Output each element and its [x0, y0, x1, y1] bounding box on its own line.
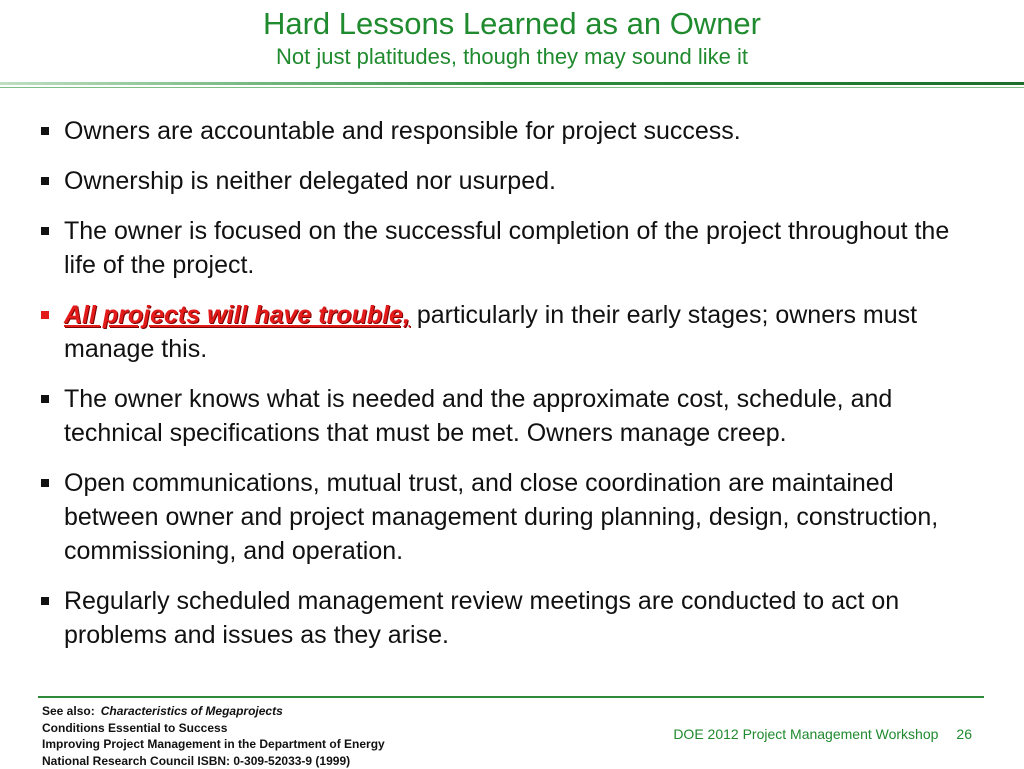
square-bullet-icon	[41, 597, 49, 605]
square-bullet-icon	[41, 177, 49, 185]
footer	[673, 726, 972, 742]
bullet-text: particularly in their early stages; owners must manage this.	[64, 301, 917, 363]
bullet-list	[38, 114, 988, 668]
bullet-text: The owner knows what is needed and the approximate cost, schedule, and technical specifications that must be met. Owners manage creep.	[64, 385, 892, 447]
see-also-label: See also:	[42, 704, 95, 718]
references-block	[42, 703, 385, 769]
list-item	[38, 214, 988, 282]
reference-title: Characteristics of Megaprojects	[101, 704, 283, 718]
list-item	[38, 164, 988, 198]
title-divider	[0, 80, 1024, 92]
square-bullet-icon	[41, 311, 49, 319]
square-bullet-icon	[41, 127, 49, 135]
bullet-text: Open communications, mutual trust, and close coordination are maintained between owner and project management during planning, design, construction, commissioning, and operation.	[64, 469, 938, 565]
footer-event: DOE 2012 Project Management Workshop	[673, 726, 938, 742]
slide-subtitle: Not just platitudes, though they may sound like it	[0, 44, 1024, 70]
list-item	[38, 298, 988, 366]
emphasized-warning: All projects will have trouble,	[64, 301, 410, 329]
list-item	[38, 584, 988, 652]
bullet-text: Ownership is neither delegated nor usurped.	[64, 167, 556, 195]
reference-line: Improving Project Management in the Department of Energy	[42, 736, 385, 753]
list-item	[38, 466, 988, 568]
reference-line: National Research Council ISBN: 0-309-52033-9 (1999)	[42, 753, 385, 769]
list-item	[38, 382, 988, 450]
square-bullet-icon	[41, 479, 49, 487]
bullet-text: The owner is focused on the successful completion of the project throughout the life of the project.	[64, 217, 949, 279]
reference-line: Conditions Essential to Success	[42, 720, 385, 737]
reference-line	[42, 703, 385, 720]
bullet-text: Owners are accountable and responsible for project success.	[64, 117, 741, 145]
footer-divider	[38, 696, 984, 698]
square-bullet-icon	[41, 227, 49, 235]
bullet-text: Regularly scheduled management review meetings are conducted to act on problems and issues as they arise.	[64, 587, 899, 649]
list-item	[38, 114, 988, 148]
slide-title: Hard Lessons Learned as an Owner	[0, 6, 1024, 42]
page-number: 26	[956, 726, 972, 742]
square-bullet-icon	[41, 395, 49, 403]
